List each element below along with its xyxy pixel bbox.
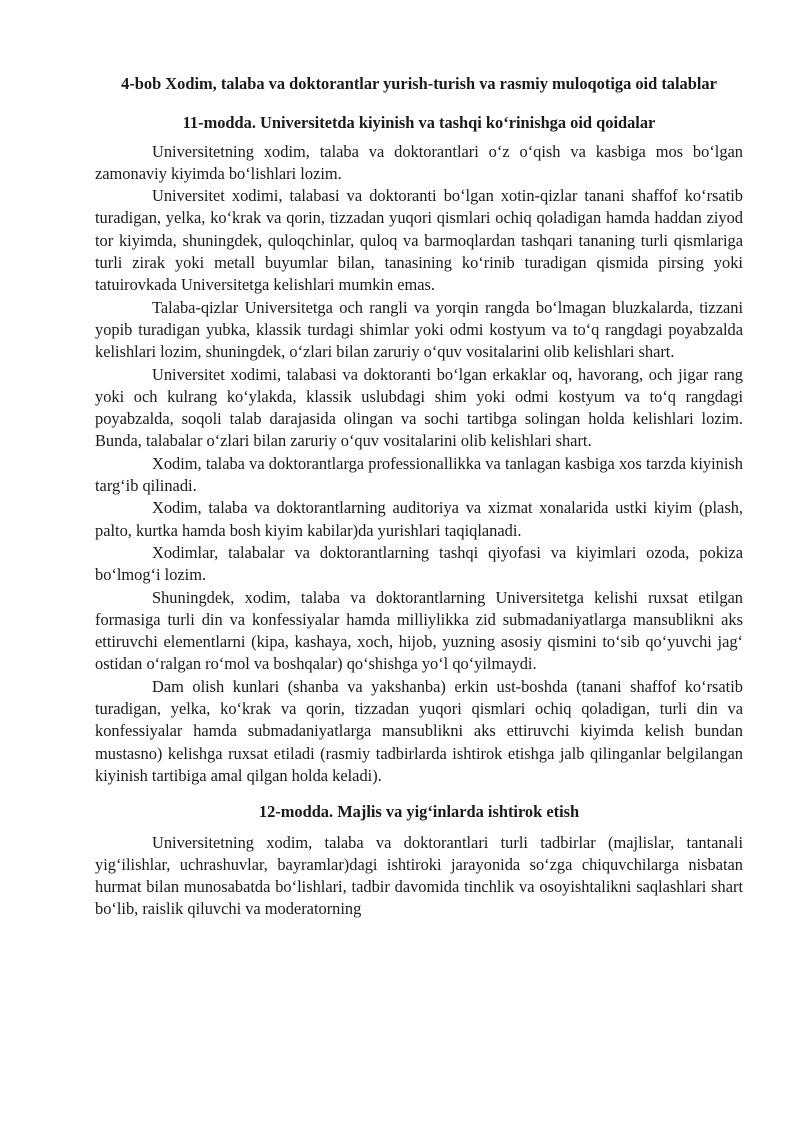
paragraph: Talaba-qizlar Universitetga och rangli va yorqin rangda boʻlmagan bluzkalarda, tizzani yopib turadigan yubka, klassik turdagi shimlar yoki odmi kostyum va toʻq rangdagi poyabzalda kelishlari lozim, shuningdek, oʻzlari bilan zaruriy oʻquv vositalarini olib kelishlari shart. <box>95 297 743 362</box>
paragraph: Shuningdek, xodim, talaba va doktorantlarning Universitetga kelishi ruxsat etilgan formasiga turli din va konfessiyalar hamda milliylikka zid submadaniyatlarga mansublikni aks ettiruvchi elementlarni (kipa, kashaya, xoch, hijob, yuzning asosiy qismini toʻsib qoʻyuvchi jagʻ ostidan oʻralgan roʻmol va boshqalar) qoʻshishga yoʻl qoʻyilmaydi. <box>95 587 743 674</box>
article-11 <box>95 112 743 787</box>
document-body <box>95 73 743 921</box>
article-title: 12-modda. Majlis va yigʻinlarda ishtirok etish <box>258 802 580 822</box>
article-12 <box>95 801 743 920</box>
paragraph: Xodimlar, talabalar va doktorantlarning tashqi qiyofasi va kiyimlari ozoda, pokiza boʻlmogʻi lozim. <box>95 542 743 585</box>
paragraph: Universitet xodimi, talabasi va doktoranti boʻlgan xotin-qizlar tanani shaffof koʻrsatib turadigan, yelka, koʻkrak va qorin, tizzadan yuqori qismlari ochiq qoladigan hamda haddan ziyod tor kiyimda, shuningdek, quloqchinlar, quloq va barmoqlardan tashqari tananing turli qismlariga turli zirak yoki metall buyumlar bilan, tanasining koʻrinib turadigan qismida pirsing yoki tatuirovkada Universitetga kelishlari mumkin emas. <box>95 186 743 295</box>
paragraph: Universitetning xodim, talaba va doktorantlari turli tadbirlar (majlislar, tantanali yigʻilishlar, uchrashuvlar, bayramlar)dagi ishtiroki jarayonida soʻzga chiquvchilarga nisbatan hurmat bilan munosabatda boʻlishlari, tadbir davomida tinchlik va osoyishtalikni saqlashlari shart boʻlib, raislik qiluvchi va moderatorning <box>95 832 743 919</box>
paragraph: Xodim, talaba va doktorantlarning auditoriya va xizmat xonalarida ustki kiyim (plash, palto, kurtka hamda bosh kiyim kabilar)da yurishlari taqiqlanadi. <box>95 498 743 540</box>
paragraph: Dam olish kunlari (shanba va yakshanba) erkin ust-boshda (tanani shaffof koʻrsatib turadigan, yelka, koʻkrak va qorin, tizzadan yuqori qismlari ochiq qoladigan, turli din va konfessiyalar hamda submadaniyatlarga mansublikni aks ettiruvchi kiyimda kelish bundan mustasno) kelishga ruxsat etiladi (rasmiy tadbirlarda ishtirok etishga jalb qilinganlar belgilangan kiyinish tartibiga amal qilgan holda keladi). <box>95 676 743 785</box>
article-title: 11-modda. Universitetda kiyinish va tashqi koʻrinishga oid qoidalar <box>182 113 656 133</box>
paragraph: Universitetning xodim, talaba va doktorantlari oʻz oʻqish va kasbiga mos boʻlgan zamonaviy kiyimda boʻlishlari lozim. <box>95 141 743 183</box>
chapter-title: 4-bob Xodim, talaba va doktorantlar yurish-turish va rasmiy muloqotiga oid talablar <box>121 74 717 93</box>
paragraph: Xodim, talaba va doktorantlarga professionallikka va tanlagan kasbiga xos tarzda kiyinish targʻib qilinadi. <box>95 453 743 496</box>
paragraph: Universitet xodimi, talabasi va doktoranti boʻlgan erkaklar oq, havorang, och jigar rang yoki och kulrang koʻylakda, klassik uslubdagi shim yoki odmi kostyum va toʻq rangdagi poyabzalda, soqoli talab darajasida olingan va sochi tartibga solingan holda kelishlari lozim. Bunda, talabalar oʻzlari bilan zaruriy oʻquv vositalarini olib kelishlari shart. <box>95 364 743 451</box>
